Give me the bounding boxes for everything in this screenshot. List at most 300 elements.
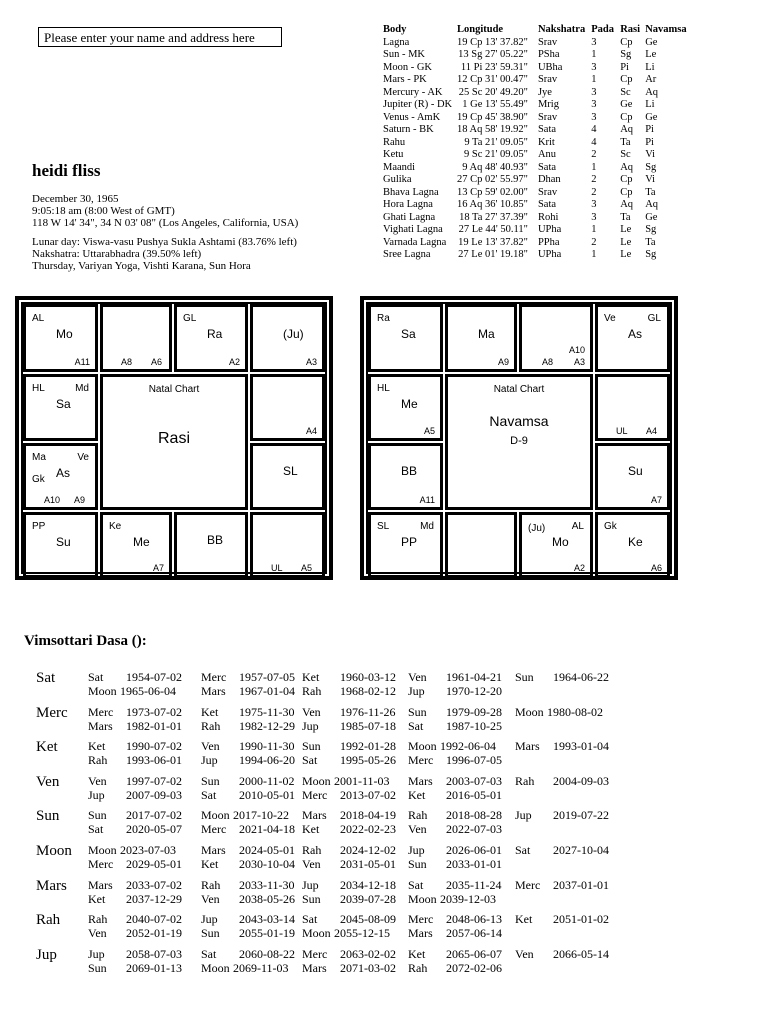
antardasa-date: 1990-11-30	[239, 739, 295, 754]
dasa-entry	[88, 753, 182, 767]
native-name: heidi fliss	[32, 161, 101, 180]
dasa-entry	[408, 788, 502, 802]
chart-label: A6	[650, 563, 662, 573]
table-cell: Le	[645, 49, 657, 60]
antardasa-lord: Sat	[302, 753, 318, 768]
table-row	[383, 62, 687, 75]
chart-center-label: Natal Chart	[493, 384, 545, 395]
table-row	[383, 149, 687, 162]
dasa-entry	[201, 705, 295, 719]
chart-label: Ve	[604, 313, 616, 324]
dasa-lord: Jup	[36, 946, 57, 963]
table-cell: UPha	[537, 224, 562, 235]
table-cell: Le	[620, 224, 632, 235]
antardasa-lord: Mars	[201, 842, 226, 857]
dasa-entry	[88, 843, 176, 857]
antardasa-lord: Sun	[515, 670, 534, 684]
antardasa-lord: Ven	[201, 739, 220, 754]
table-header: Pada	[591, 24, 614, 35]
dasa-entry	[515, 774, 609, 788]
antardasa-date: 2063-02-02	[340, 946, 396, 961]
antardasa-lord: Sat	[88, 670, 104, 684]
dasa-entry	[408, 892, 496, 906]
antardasa-lord: Mars	[515, 739, 540, 754]
chart-label: Gk	[604, 521, 617, 532]
chart-label: GL	[647, 313, 661, 324]
table-cell: 3	[591, 99, 597, 110]
dasa-entry	[88, 961, 182, 975]
antardasa-date: 1982-12-29	[239, 718, 295, 733]
table-header: Rasi	[620, 24, 641, 35]
lunar-day: Lunar day: Viswa-vasu Pushya Sukla Ashtami (83.76% left)	[32, 236, 297, 248]
table-cell: Dhan	[537, 174, 561, 185]
chart-label: A3	[305, 357, 317, 367]
table-cell: 4	[591, 136, 597, 148]
house-ta	[174, 304, 248, 372]
chart-label: Ra	[207, 327, 223, 341]
rasi-chart	[15, 296, 333, 580]
table-cell: Aq	[645, 199, 659, 210]
dasa-entry	[408, 753, 502, 767]
dasa-entry	[515, 705, 603, 719]
table-cell: UPha	[537, 249, 562, 260]
antardasa-date: 2040-07-02	[126, 912, 182, 927]
table-cell: Sg	[620, 49, 632, 60]
table-cell: 13 Cp 59' 02.00"	[457, 186, 528, 198]
dasa-entry	[201, 857, 295, 871]
antardasa-lord: Jup	[302, 718, 319, 733]
house-sc	[100, 512, 172, 578]
dasa-entry	[201, 892, 295, 906]
dasa-entry	[408, 912, 502, 926]
antardasa-lord: Ven	[88, 773, 107, 788]
dasa-entry	[302, 961, 396, 975]
chart-center-subtitle: D-9	[510, 435, 528, 447]
antardasa-lord: Sun	[408, 856, 427, 871]
table-cell: Le	[620, 236, 632, 248]
antardasa-date: 2033-01-01	[446, 856, 502, 871]
table-cell: Sc	[620, 149, 631, 160]
dasa-entry	[88, 912, 182, 926]
table-cell: Aq	[645, 86, 659, 98]
table-cell: Saturn - BK	[383, 124, 434, 135]
table-cell: Anu	[537, 149, 557, 160]
dasa-entry	[515, 843, 609, 857]
house-vi	[595, 512, 670, 578]
chart-label: PP	[401, 535, 418, 549]
antardasa-date: 1954-07-02	[126, 670, 182, 684]
table-cell: 1	[591, 161, 597, 173]
table-cell: Moon - GK	[383, 61, 432, 73]
antardasa-lord: Merc	[88, 856, 114, 871]
table-row	[383, 199, 687, 212]
chart-label: UL	[271, 563, 283, 573]
chart-label: Me	[133, 535, 150, 549]
antardasa-lord: Ket	[408, 787, 426, 802]
antardasa-date: 2031-05-01	[340, 856, 396, 871]
antardasa-lord: Merc	[408, 912, 434, 927]
antardasa-lord: Ket	[201, 704, 219, 719]
table-cell: Hora Lagna	[383, 199, 433, 210]
table-cell: 25 Sc 20' 49.20"	[458, 86, 528, 98]
chart-label: AL	[571, 521, 584, 532]
chart-center-title: Navamsa	[489, 413, 549, 429]
table-cell: Srav	[537, 74, 558, 85]
antardasa-lord: Sun	[302, 891, 321, 906]
antardasa-date: 2043-03-14	[239, 912, 295, 927]
antardasa-date: 1996-07-05	[446, 753, 502, 768]
table-cell: Ta	[620, 211, 631, 223]
chart-label: Md	[75, 383, 89, 394]
table-cell: Ar	[645, 74, 657, 85]
chart-label: A10	[568, 345, 585, 355]
antardasa-date: 2000-11-02	[239, 773, 295, 788]
antardasa-lord: Rah	[88, 912, 108, 927]
antardasa-lord: Mars	[88, 877, 113, 892]
table-cell: Jye	[537, 86, 552, 98]
dasa-entry	[88, 857, 182, 871]
chart-label: PP	[32, 521, 46, 532]
house-aq	[368, 374, 443, 441]
antardasa-date: 1993-06-01	[126, 753, 182, 768]
table-cell: Sg	[645, 224, 657, 235]
chart-label: (Ju)	[528, 523, 546, 534]
antardasa-lord: Ket	[302, 670, 320, 684]
name-address-field[interactable]: Please enter your name and address here	[38, 27, 282, 47]
table-cell: 9 Aq 48' 40.93"	[462, 161, 528, 173]
table-cell: Sg	[645, 161, 657, 173]
antardasa-date: 2021-04-18	[239, 822, 295, 837]
dasa-entry	[408, 774, 502, 788]
chart-center	[445, 374, 593, 510]
dasa-lord: Rah	[36, 912, 61, 929]
chart-label: Ve	[77, 452, 89, 463]
dasa-entry	[302, 719, 396, 733]
chart-label: A11	[74, 357, 90, 367]
antardasa-lord: Ket	[88, 891, 106, 906]
dasa-entry	[515, 808, 609, 822]
table-cell: Bhava Lagna	[383, 186, 439, 198]
table-cell: Venus - AmK	[383, 111, 441, 123]
table-cell: Maandi	[383, 161, 416, 173]
antardasa-lord: Sun	[201, 926, 220, 941]
table-cell: Cp	[620, 186, 633, 198]
table-cell: Gulika	[383, 174, 412, 185]
house-ar	[100, 304, 172, 372]
antardasa-lord: Moon	[302, 926, 331, 941]
house-ge	[595, 304, 670, 372]
antardasa-date: 2023-07-03	[120, 842, 176, 857]
antardasa-lord: Ket	[302, 822, 320, 837]
table-cell: Ge	[645, 211, 658, 223]
table-cell: Pi	[645, 124, 654, 135]
table-cell: Ketu	[383, 149, 404, 160]
antardasa-lord: Moon	[302, 773, 331, 788]
table-cell: Sata	[537, 124, 557, 135]
chart-label: A9	[74, 495, 86, 505]
table-row	[383, 212, 687, 225]
dasa-entry	[302, 843, 396, 857]
dasa-entry	[201, 926, 295, 940]
table-header: Nakshatra	[537, 24, 586, 35]
dasa-entry	[201, 912, 295, 926]
table-row	[383, 137, 687, 150]
antardasa-lord: Ven	[515, 946, 534, 961]
table-cell: Ta	[645, 186, 656, 198]
chart-label: A4	[646, 426, 658, 436]
antardasa-date: 1967-01-04	[239, 684, 295, 698]
table-cell: PSha	[537, 49, 560, 60]
antardasa-date: 2007-09-03	[126, 787, 182, 802]
antardasa-date: 2017-10-22	[233, 808, 289, 823]
antardasa-lord: Sat	[408, 718, 424, 733]
dasa-lord: Merc	[36, 704, 68, 721]
antardasa-lord: Jup	[302, 877, 319, 892]
antardasa-date: 1982-01-01	[126, 718, 182, 733]
antardasa-date: 2055-01-19	[239, 926, 295, 941]
chart-label: A5	[423, 426, 435, 436]
dasa-entry	[515, 878, 609, 892]
house-cp	[368, 443, 443, 510]
table-cell: Krit	[537, 136, 555, 148]
dasa-entry	[201, 670, 295, 684]
chart-label: A2	[573, 563, 585, 573]
antardasa-date: 2065-06-07	[446, 946, 502, 961]
antardasa-date: 2029-05-01	[126, 856, 182, 871]
antardasa-lord: Jup	[408, 684, 425, 698]
table-cell: Li	[645, 61, 655, 73]
antardasa-date: 2037-01-01	[553, 877, 609, 892]
antardasa-date: 1985-07-18	[340, 718, 396, 733]
table-cell: Sun - MK	[383, 49, 426, 60]
table-cell: Li	[645, 99, 655, 110]
antardasa-lord: Sat	[515, 842, 531, 857]
table-cell: 2	[591, 149, 597, 160]
table-row	[383, 249, 687, 262]
chart-label: Su	[56, 535, 71, 549]
antardasa-date: 1957-07-05	[239, 670, 295, 684]
table-row	[383, 74, 687, 87]
table-cell: 3	[591, 211, 597, 223]
table-cell: Aq	[620, 199, 634, 210]
table-row	[383, 162, 687, 175]
dasa-entry	[408, 808, 502, 822]
antardasa-lord: Ket	[88, 739, 106, 754]
dasa-entry	[88, 822, 182, 836]
table-row	[383, 237, 687, 250]
nakshatra-info: Nakshatra: Uttarabhadra (39.50% left)	[32, 248, 202, 260]
chart-label: UL	[616, 426, 628, 436]
chart-label: A7	[152, 563, 164, 573]
chart-label: A9	[497, 357, 509, 367]
chart-label: Sa	[401, 327, 416, 341]
table-cell: Pi	[620, 61, 629, 73]
planet-positions-table	[383, 24, 687, 262]
antardasa-date: 2052-01-19	[126, 926, 182, 941]
chart-label: SL	[377, 521, 390, 532]
dasa-lord: Ven	[36, 773, 60, 790]
table-cell: Aq	[620, 161, 634, 173]
antardasa-lord: Ven	[88, 926, 107, 941]
antardasa-lord: Ket	[515, 912, 533, 927]
antardasa-lord: Jup	[408, 842, 425, 857]
table-cell: Ghati Lagna	[383, 211, 436, 223]
antardasa-date: 2069-11-03	[233, 960, 289, 975]
dasa-entry	[201, 878, 295, 892]
dasa-entry	[88, 670, 182, 684]
antardasa-lord: Sat	[408, 877, 424, 892]
antardasa-date: 1960-03-12	[340, 670, 396, 684]
table-cell: UBha	[537, 61, 563, 73]
dasa-entry	[302, 926, 390, 940]
table-cell: Rohi	[537, 211, 559, 223]
dasa-entry	[88, 808, 182, 822]
navamsa-chart	[360, 296, 678, 580]
house-cn	[595, 374, 670, 441]
dasa-entry	[302, 808, 396, 822]
antardasa-date: 2033-11-30	[239, 877, 295, 892]
chart-label: BB	[207, 533, 224, 547]
chart-label: A2	[228, 357, 240, 367]
antardasa-lord: Jup	[515, 808, 532, 823]
antardasa-date: 2001-11-03	[334, 773, 390, 788]
antardasa-lord: Jup	[201, 912, 218, 927]
house-vi	[250, 512, 325, 578]
antardasa-lord: Ven	[302, 704, 321, 719]
table-cell: Vi	[645, 174, 656, 185]
table-cell: 27 Cp 02' 55.97"	[457, 174, 528, 185]
dasa-entry	[302, 705, 396, 719]
antardasa-lord: Sat	[201, 946, 217, 961]
antardasa-lord: Merc	[201, 822, 227, 837]
antardasa-date: 2045-08-09	[340, 912, 396, 927]
dasa-entry	[88, 878, 182, 892]
dasa-lord: Mars	[36, 877, 67, 894]
chart-label: SL	[283, 464, 298, 478]
dasa-entry	[302, 912, 396, 926]
table-cell: 3	[591, 111, 597, 123]
table-cell: Cp	[620, 74, 633, 85]
dasa-entry	[302, 684, 396, 698]
house-aq	[23, 374, 98, 441]
antardasa-lord: Sat	[302, 912, 318, 927]
table-cell: Vighati Lagna	[383, 224, 443, 235]
dasa-entry	[408, 822, 502, 836]
house-sg	[23, 512, 98, 578]
table-cell: 27 Le 01' 19.18"	[458, 249, 528, 260]
house-le	[595, 443, 670, 510]
dasa-entry	[88, 926, 182, 940]
antardasa-date: 2055-12-15	[334, 926, 390, 941]
table-cell: 19 Cp 45' 38.90"	[457, 111, 528, 123]
dasa-entry	[408, 719, 502, 733]
dasa-entry	[88, 705, 182, 719]
chart-label: Me	[401, 397, 418, 411]
dasa-entry	[201, 774, 295, 788]
table-row	[383, 99, 687, 112]
dasa-entry	[88, 892, 182, 906]
table-row	[383, 224, 687, 237]
chart-label: A3	[573, 357, 585, 367]
table-cell: Varnada Lagna	[383, 236, 447, 248]
antardasa-lord: Rah	[408, 808, 428, 823]
house-sc	[445, 512, 517, 578]
dasa-entry	[408, 961, 502, 975]
chart-label: HL	[377, 383, 390, 394]
antardasa-date: 2039-07-28	[340, 891, 396, 906]
table-cell: Lagna	[383, 36, 410, 48]
table-cell: Srav	[537, 36, 558, 48]
antardasa-date: 1990-07-02	[126, 739, 182, 754]
antardasa-lord: Ven	[408, 670, 427, 684]
antardasa-date: 2034-12-18	[340, 877, 396, 892]
table-cell: Ge	[620, 99, 633, 110]
chart-label: Gk	[32, 474, 45, 485]
antardasa-date: 2018-08-28	[446, 808, 502, 823]
dasa-entry	[302, 878, 396, 892]
antardasa-lord: Rah	[201, 718, 221, 733]
chart-label: A6	[151, 357, 163, 367]
chart-label: A5	[301, 563, 313, 573]
table-cell: Le	[620, 249, 632, 260]
table-cell: Mercury - AK	[383, 86, 443, 98]
table-row	[383, 87, 687, 100]
chart-label: BB	[401, 464, 418, 478]
table-cell: 3	[591, 61, 597, 73]
table-header: Body	[383, 24, 407, 35]
dasa-entry	[302, 857, 396, 871]
antardasa-lord: Merc	[201, 670, 227, 684]
antardasa-lord: Rah	[515, 773, 535, 788]
table-cell: 3	[591, 86, 597, 98]
antardasa-lord: Merc	[408, 753, 434, 768]
dasa-entry	[88, 947, 182, 961]
chart-label: A11	[419, 495, 435, 505]
antardasa-date: 2022-02-23	[340, 822, 396, 837]
dasa-entry	[408, 684, 502, 698]
table-row	[383, 174, 687, 187]
antardasa-lord: Ven	[408, 822, 427, 837]
antardasa-date: 1975-11-30	[239, 704, 295, 719]
antardasa-lord: Mars	[302, 960, 327, 975]
house-pi	[23, 304, 98, 372]
house-le	[250, 443, 325, 510]
antardasa-date: 2066-05-14	[553, 946, 609, 961]
antardasa-date: 2071-03-02	[340, 960, 396, 975]
table-cell: 9 Ta 21' 09.05"	[464, 136, 528, 148]
antardasa-lord: Sun	[408, 704, 427, 719]
antardasa-date: 2038-05-26	[239, 891, 295, 906]
antardasa-date: 1995-05-26	[340, 753, 396, 768]
table-cell: 9 Sc 21' 09.05"	[464, 149, 528, 160]
antardasa-date: 2026-06-01	[446, 842, 502, 857]
dasa-entry	[408, 947, 502, 961]
dasa-entry	[302, 753, 396, 767]
antardasa-date: 2004-09-03	[553, 773, 609, 788]
table-cell: 1 Ge 13' 55.49"	[462, 99, 528, 110]
chart-label: AL	[32, 313, 45, 324]
antardasa-date: 1994-06-20	[239, 753, 295, 768]
dasa-lord: Sat	[36, 670, 56, 686]
dasa-entry	[201, 684, 295, 698]
table-cell: Ta	[645, 236, 656, 248]
table-header: Navamsa	[645, 24, 687, 35]
antardasa-lord: Mars	[302, 808, 327, 823]
antardasa-lord: Mars	[201, 684, 226, 698]
antardasa-lord: Sat	[88, 822, 104, 837]
dasa-entry	[88, 684, 176, 698]
chart-label: Su	[628, 464, 643, 478]
